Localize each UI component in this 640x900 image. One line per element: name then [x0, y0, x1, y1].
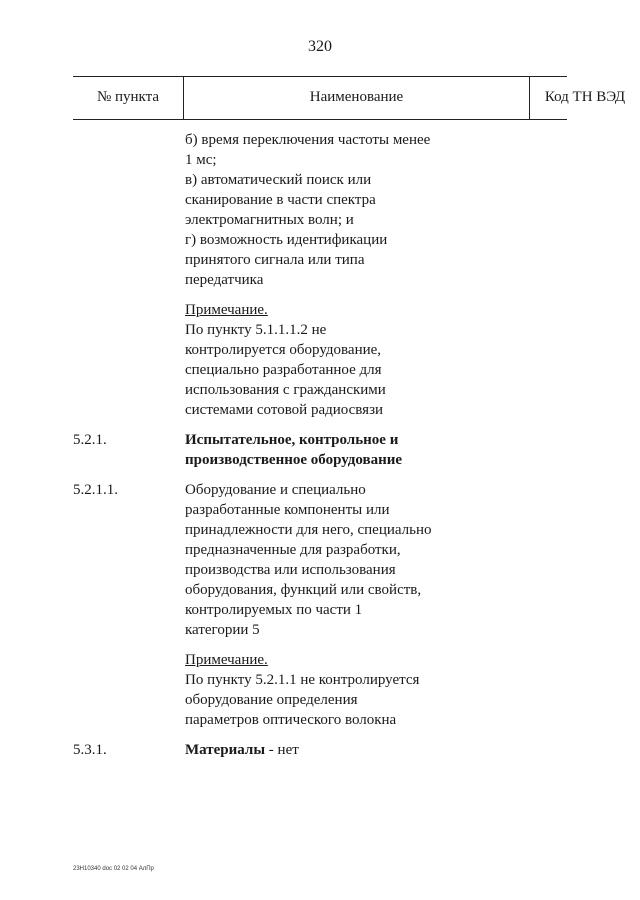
item-description: [185, 480, 465, 640]
text-line: параметров оптического волокна: [185, 712, 397, 728]
text-line: б) время переключения частоты менее: [185, 132, 431, 148]
text-line: оборудования, функций или свойств,: [185, 582, 422, 598]
text-line: передатчика: [185, 272, 264, 288]
text-line: Оборудование и специально: [185, 482, 366, 498]
note-1: [73, 300, 567, 420]
text-line: По пункту 5.1.1.1.2 не: [185, 322, 327, 338]
item-5-2-1: [73, 430, 567, 470]
text-line: оборудование определения: [185, 692, 358, 708]
text-line: электромагнитных волн; и: [185, 212, 354, 228]
item-number: 5.2.1.1.: [73, 482, 118, 498]
note-2-text: [185, 650, 465, 730]
document-body: [73, 130, 567, 770]
text-line: разработанные компоненты или: [185, 502, 390, 518]
text-line: категории 5: [185, 622, 260, 638]
text-line: контролируется оборудование,: [185, 342, 382, 358]
text-line: принадлежности для него, специально: [185, 522, 432, 538]
item-number: 5.3.1.: [73, 742, 107, 758]
text-line: Испытательное, контрольное и: [185, 432, 399, 448]
text-line: сканирование в части спектра: [185, 192, 376, 208]
item-title: [185, 430, 465, 470]
page-number: 320: [308, 38, 332, 55]
continuation-row: [73, 130, 567, 290]
text-line: [185, 740, 465, 760]
note-title: Примечание.: [185, 652, 268, 668]
header-col-name: Наименование: [183, 77, 530, 119]
item-title: [185, 740, 465, 760]
continuation-text: [185, 130, 465, 290]
item-5-3-1: [73, 740, 567, 760]
text-line: 1 мс;: [185, 152, 217, 168]
text-line: предназначенные для разработки,: [185, 542, 401, 558]
text-line: системами сотовой радиосвязи: [185, 402, 384, 418]
table-header: [73, 76, 626, 120]
item-5-2-1-1: [73, 480, 567, 640]
text-line: использования с гражданскими: [185, 382, 386, 398]
footer-code: 23Н10340 doc 02 02 04 АлПр: [73, 866, 154, 872]
text-line: специально разработанное для: [185, 362, 382, 378]
text-line: производства или использования: [185, 562, 396, 578]
header-col-code: Код ТН ВЭД: [544, 89, 626, 105]
note-1-text: [185, 300, 465, 420]
text-line: По пункту 5.2.1.1 не контролируется: [185, 672, 420, 688]
note-2: [73, 650, 567, 730]
text-line: производственное оборудование: [185, 452, 403, 468]
text-line: г) возможность идентификации: [185, 232, 388, 248]
item-rest-text: - нет: [265, 742, 299, 758]
header-col-number: № пункта: [96, 89, 160, 105]
item-number: 5.2.1.: [73, 432, 107, 448]
item-bold-text: Материалы: [185, 742, 266, 758]
note-title: Примечание.: [185, 302, 268, 318]
text-line: в) автоматический поиск или: [185, 172, 372, 188]
text-line: контролируемых по части 1: [185, 602, 363, 618]
text-line: принятого сигнала или типа: [185, 252, 365, 268]
